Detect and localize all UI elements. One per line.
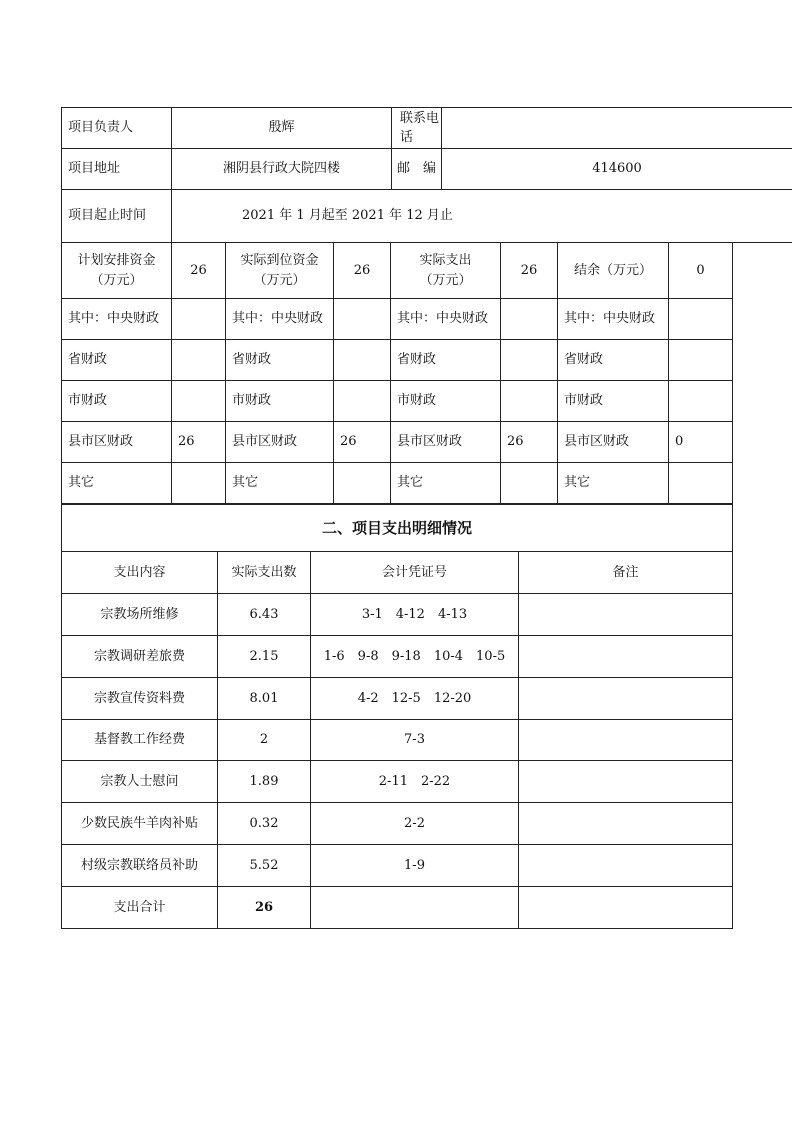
funds-row-label: 市财政 [226, 381, 334, 422]
funds-cell [669, 381, 733, 422]
balance-label: 结余（万元） [558, 243, 669, 299]
col-note-header: 备注 [519, 552, 733, 594]
postcode-label: 邮 编 [392, 149, 442, 190]
funds-row-label: 县市区财政 [62, 422, 172, 463]
expense-voucher: 7-3 [311, 720, 519, 761]
col-content-header: 支出内容 [62, 552, 218, 594]
expense-note [519, 594, 733, 636]
funds-cell [501, 299, 558, 340]
period-label: 项目起止时间 [62, 190, 172, 243]
planned-funds-label: 计划安排资金 （万元） [62, 243, 172, 299]
funds-row-label: 省财政 [391, 340, 501, 381]
project-info-table [61, 107, 792, 243]
expense-note [519, 636, 733, 678]
expense-voucher: 1-6 9-8 9-18 10-4 10-5 [311, 636, 519, 678]
section-title: 二、项目支出明细情况 [62, 505, 733, 552]
col-amount-header: 实际支出数 [218, 552, 311, 594]
funds-cell [334, 299, 391, 340]
funds-row-label: 市财政 [558, 381, 669, 422]
funds-row-label: 县市区财政 [226, 422, 334, 463]
detail-header-row [62, 552, 733, 594]
funds-row-label: 县市区财政 [558, 422, 669, 463]
funds-row [62, 463, 733, 504]
table-row [62, 636, 733, 678]
period-value: 2021 年 1 月起至 2021 年 12 月止 [172, 190, 792, 243]
total-label: 支出合计 [62, 887, 218, 929]
funds-cell [669, 340, 733, 381]
funds-cell: 26 [172, 422, 226, 463]
expense-content: 村级宗教联络员补助 [62, 845, 218, 887]
funds-cell [172, 381, 226, 422]
postcode-value: 414600 [442, 149, 792, 190]
expense-note [519, 845, 733, 887]
funds-row-label: 省财政 [62, 340, 172, 381]
detail-table [61, 504, 733, 929]
funds-row [62, 381, 733, 422]
total-amount: 26 [218, 887, 311, 929]
col-voucher-header: 会计凭证号 [311, 552, 519, 594]
funds-table [61, 242, 733, 504]
expense-note [519, 803, 733, 845]
funds-row-label: 省财政 [558, 340, 669, 381]
funds-header-row [62, 243, 733, 299]
table-row [62, 594, 733, 636]
funds-cell [669, 463, 733, 504]
expense-content: 基督教工作经费 [62, 720, 218, 761]
table-row [62, 761, 733, 803]
expense-content: 宗教调研差旅费 [62, 636, 218, 678]
table-row [62, 845, 733, 887]
funds-row-label: 其中：中央财政 [391, 299, 501, 340]
received-funds-label: 实际到位资金 （万元） [226, 243, 334, 299]
table-row [62, 678, 733, 720]
balance-value: 0 [669, 243, 733, 299]
total-voucher [311, 887, 519, 929]
funds-cell [334, 463, 391, 504]
expense-amount: 0.32 [218, 803, 311, 845]
funds-row-label: 其它 [391, 463, 501, 504]
expense-voucher: 2-11 2-22 [311, 761, 519, 803]
phone-label: 联系电话 [392, 108, 442, 149]
expense-amount: 2.15 [218, 636, 311, 678]
funds-row-label: 县市区财政 [391, 422, 501, 463]
table-row [62, 720, 733, 761]
address-value: 湘阴县行政大院四楼 [172, 149, 392, 190]
funds-cell: 0 [669, 422, 733, 463]
planned-funds-value: 26 [172, 243, 226, 299]
expense-amount: 5.52 [218, 845, 311, 887]
funds-cell [334, 340, 391, 381]
expense-voucher: 1-9 [311, 845, 519, 887]
expense-voucher: 2-2 [311, 803, 519, 845]
total-row [62, 887, 733, 929]
table-row [62, 803, 733, 845]
funds-cell: 26 [501, 422, 558, 463]
leader-value: 殷辉 [172, 108, 392, 149]
funds-cell [172, 340, 226, 381]
leader-label: 项目负责人 [62, 108, 172, 149]
phone-value [442, 108, 792, 149]
funds-row-label: 省财政 [226, 340, 334, 381]
funds-cell [501, 463, 558, 504]
funds-row-label: 其它 [558, 463, 669, 504]
funds-cell [334, 381, 391, 422]
funds-cell [172, 299, 226, 340]
funds-row [62, 340, 733, 381]
total-note [519, 887, 733, 929]
expense-content: 宗教人士慰问 [62, 761, 218, 803]
received-funds-value: 26 [334, 243, 391, 299]
expense-note [519, 678, 733, 720]
actual-expense-value: 26 [501, 243, 558, 299]
expense-amount: 1.89 [218, 761, 311, 803]
funds-row-label: 其中：中央财政 [558, 299, 669, 340]
funds-row-label: 市财政 [391, 381, 501, 422]
funds-row [62, 422, 733, 463]
funds-cell [172, 463, 226, 504]
expense-voucher: 4-2 12-5 12-20 [311, 678, 519, 720]
funds-row-label: 其中：中央财政 [226, 299, 334, 340]
actual-expense-label: 实际支出 （万元） [391, 243, 501, 299]
expense-content: 宗教场所维修 [62, 594, 218, 636]
funds-row-label: 市财政 [62, 381, 172, 422]
expense-content: 少数民族牛羊肉补贴 [62, 803, 218, 845]
expense-content: 宗教宣传资料费 [62, 678, 218, 720]
expense-amount: 2 [218, 720, 311, 761]
funds-row-label: 其中：中央财政 [62, 299, 172, 340]
funds-cell: 26 [334, 422, 391, 463]
expense-note [519, 761, 733, 803]
funds-cell [501, 381, 558, 422]
expense-amount: 6.43 [218, 594, 311, 636]
funds-row [62, 299, 733, 340]
expense-note [519, 720, 733, 761]
address-label: 项目地址 [62, 149, 172, 190]
funds-cell [669, 299, 733, 340]
expense-amount: 8.01 [218, 678, 311, 720]
funds-cell [501, 340, 558, 381]
funds-row-label: 其它 [62, 463, 172, 504]
funds-row-label: 其它 [226, 463, 334, 504]
expense-voucher: 3-1 4-12 4-13 [311, 594, 519, 636]
